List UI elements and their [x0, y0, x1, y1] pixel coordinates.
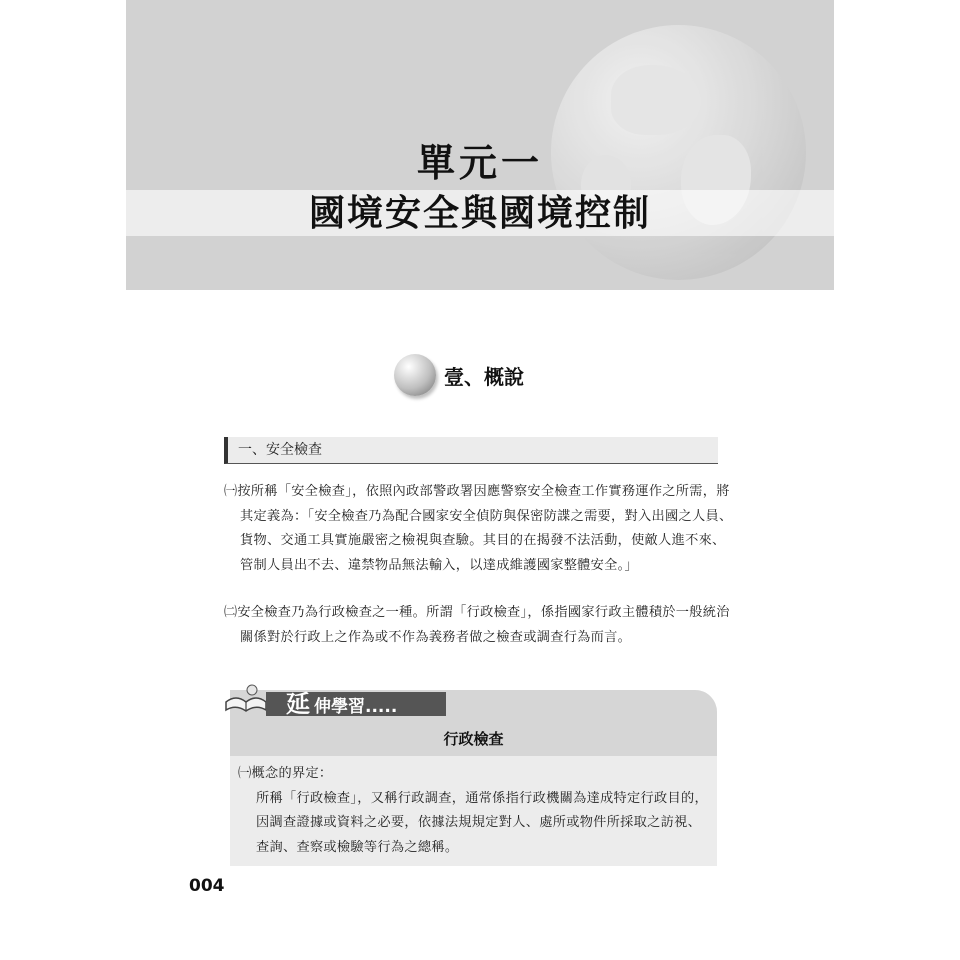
section-heading: [394, 350, 524, 400]
paragraph-marker: ㈡: [224, 605, 238, 620]
extension-item-heading: [238, 762, 708, 787]
page-number: 004: [189, 876, 225, 896]
extension-label: [266, 692, 446, 716]
paragraph-text: 按所稱「安全檢查」，依照內政部警政署因應警察安全檢查工作實務運作之所需，將其定義為：「安全檢查乃為配合國家安全偵防與保密防諜之需要，對入出國之人員、貨物、交通工具實施嚴密之檢視與查驗。其目的在揭發不法活動，使敵人進不來、管制人員出不去、違禁物品無法輸入，以達成維護國家整體安全。」: [237, 484, 733, 573]
unit-title: 國境安全與國境控制: [308, 193, 651, 234]
unit-label: 單元一: [416, 141, 543, 185]
extension-item-text: 所稱「行政檢查」，又稱行政調查，通常係指行政機關為達成特定行政目的，因調查證據或資料之必要，依據法規規定對人、處所或物件所採取之訪視、查詢、查察或檢驗等行為之總稱。: [256, 790, 708, 855]
subsection-heading: 一、安全檢查: [224, 437, 718, 464]
extension-label-big: 延: [286, 690, 310, 718]
paragraph-text: 安全檢查乃為行政檢查之一種。所謂「行政檢查」，係指國家行政主體積於一般統治關係對於行政上之作為或不作為義務者做之檢查或調查行為而言。: [237, 605, 730, 645]
paragraph-1: [224, 480, 734, 578]
open-book-icon: [222, 680, 270, 716]
globe-icon: [394, 354, 436, 396]
extension-item-title: 概念的界定：: [251, 766, 333, 781]
section-title: 壹、概說: [444, 364, 524, 389]
extension-body: [238, 762, 708, 860]
paragraph-2: [224, 601, 734, 650]
extension-label-rest: 伸學習.....: [314, 697, 398, 717]
paragraph-marker: ㈠: [224, 484, 238, 499]
extension-subtitle: 行政檢查: [443, 730, 504, 748]
extension-item-marker: ㈠: [238, 766, 252, 781]
